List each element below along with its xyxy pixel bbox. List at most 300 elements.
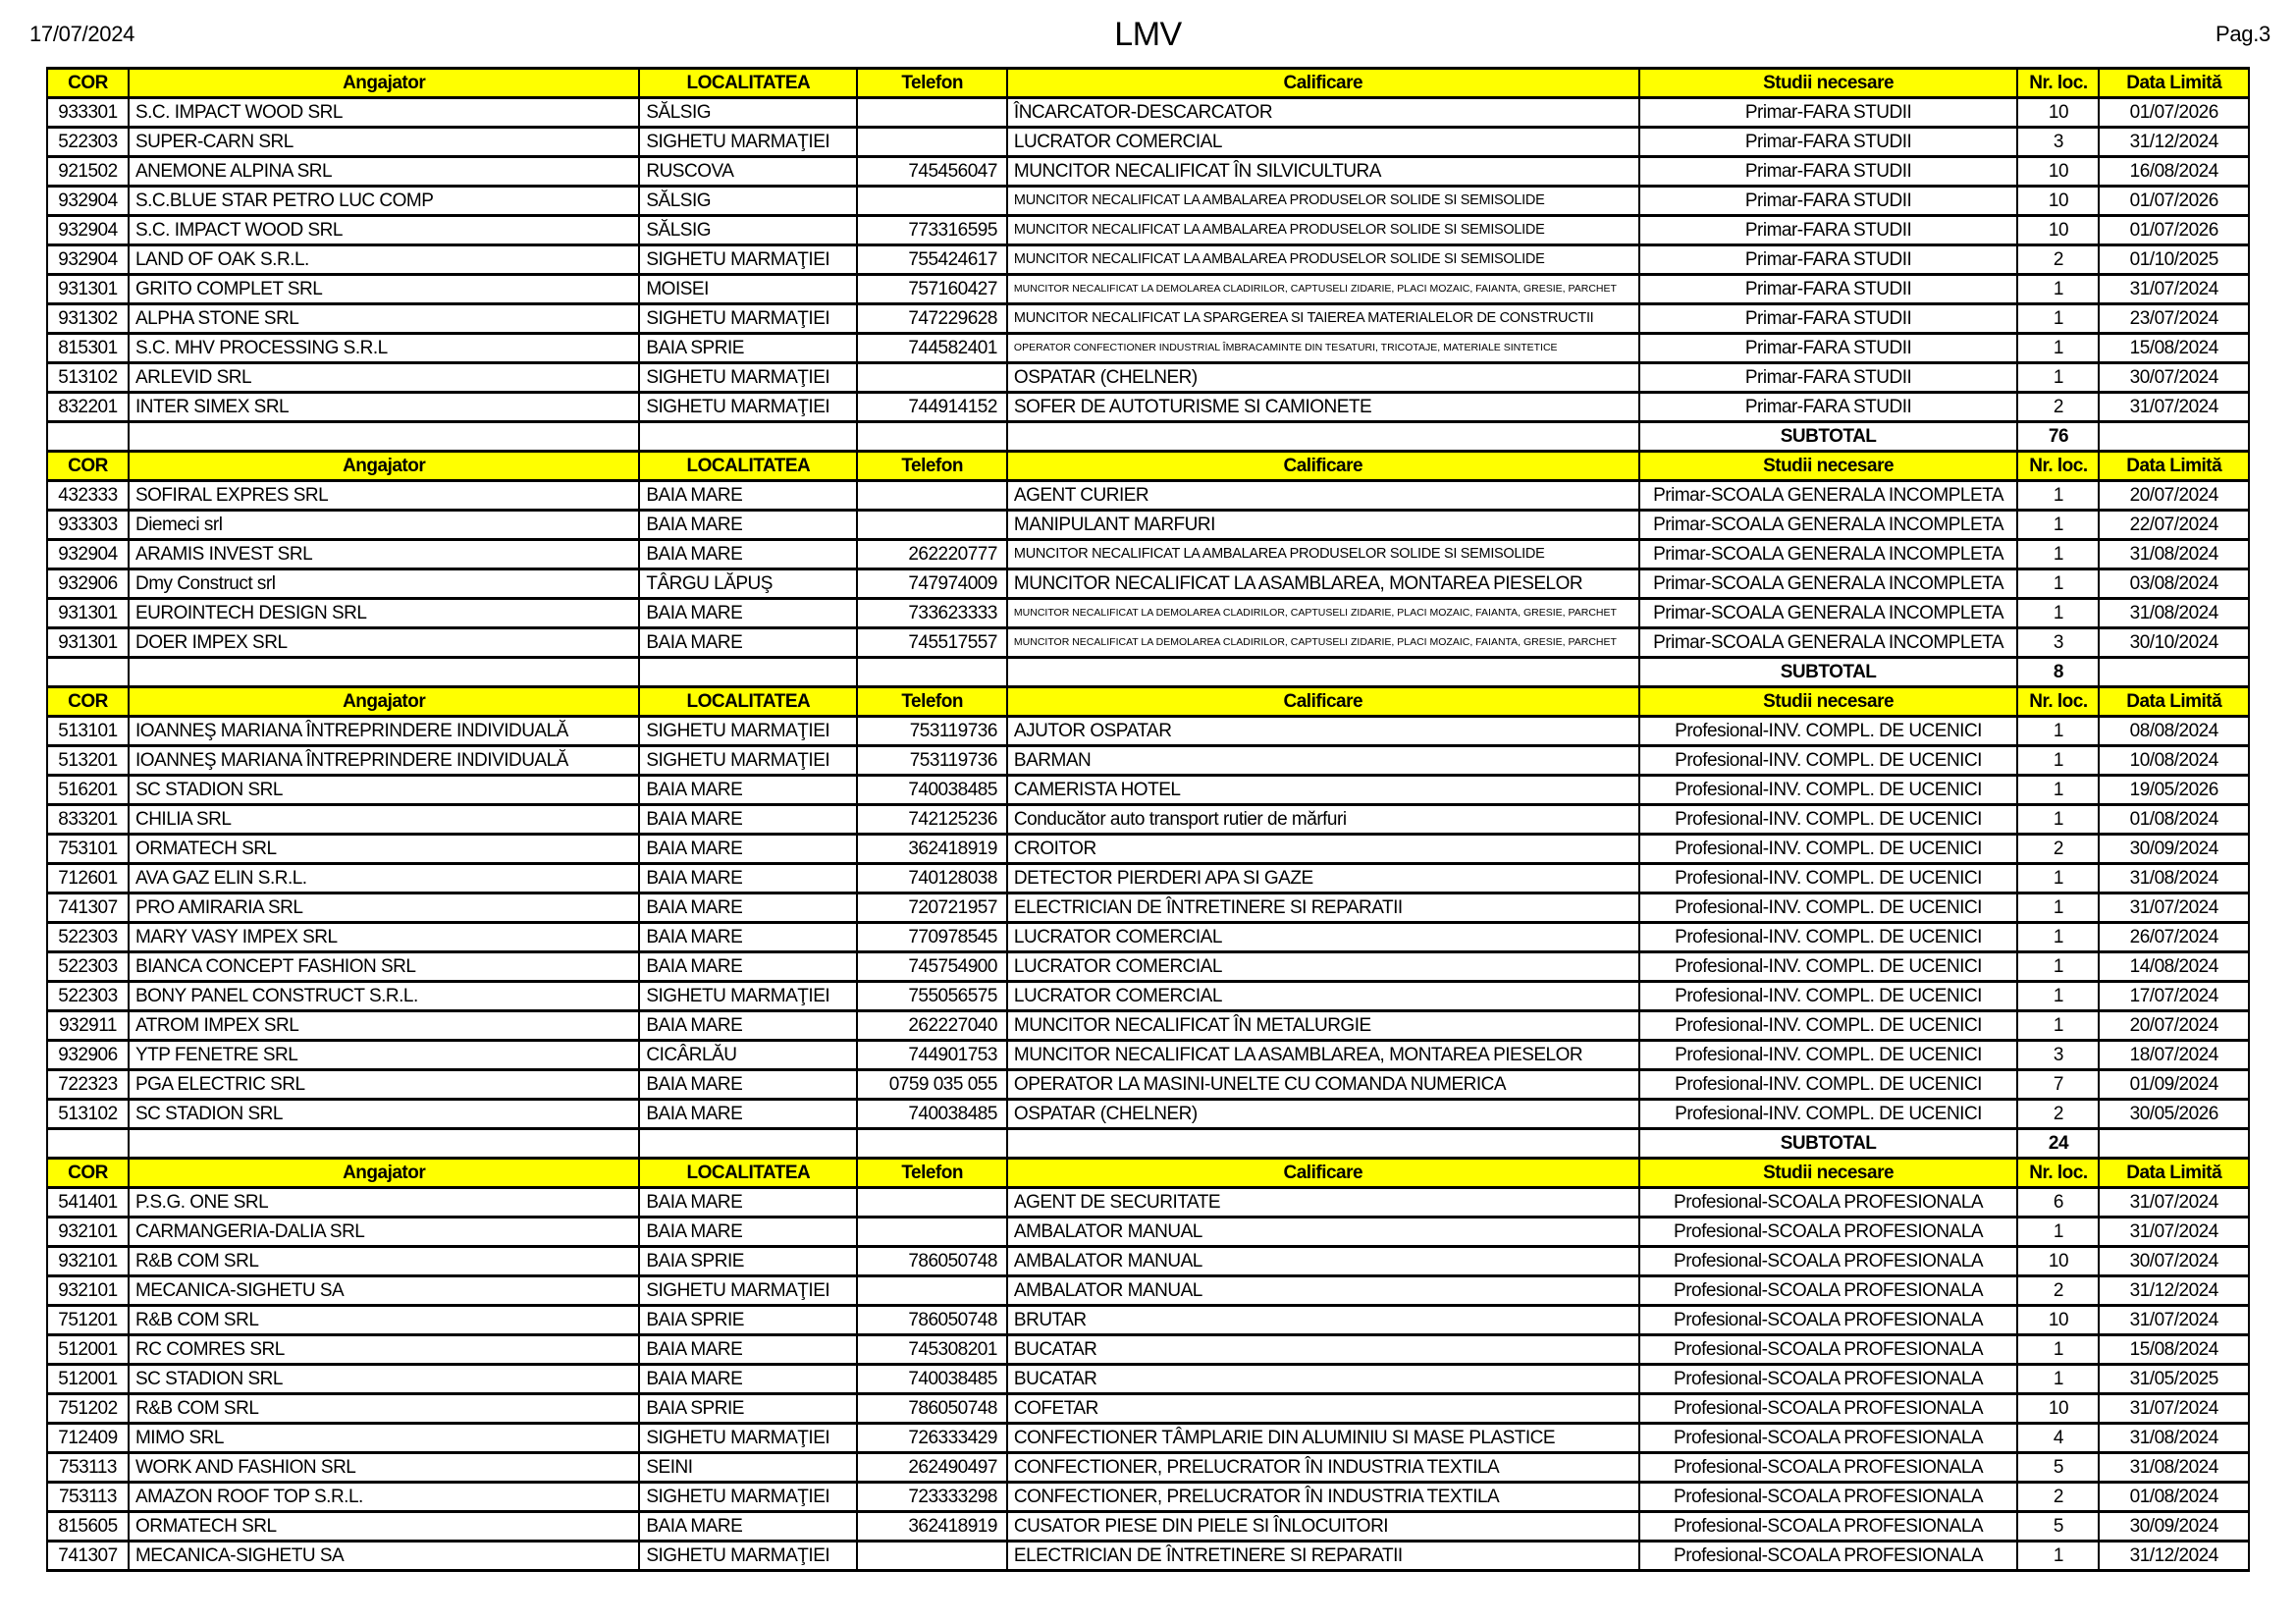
cell-data-limita: 31/12/2024 bbox=[2099, 1276, 2249, 1306]
cell-localitatea: SIGHETU MARMAŢIEI bbox=[639, 304, 857, 334]
cell-data-limita: 31/07/2024 bbox=[2099, 1394, 2249, 1424]
cell-studii-necesare: Profesional-INV. COMPL. DE UCENICI bbox=[1639, 1070, 2018, 1100]
cell-angajator: YTP FENETRE SRL bbox=[129, 1041, 639, 1070]
cell-cor: 833201 bbox=[47, 805, 129, 835]
cell-telefon: 786050748 bbox=[857, 1306, 1007, 1335]
cell-localitatea: BAIA MARE bbox=[639, 1070, 857, 1100]
cell-nr-loc: 3 bbox=[2017, 1041, 2099, 1070]
table-row bbox=[47, 245, 2249, 275]
cell-studii-necesare: Primar-FARA STUDII bbox=[1639, 216, 2018, 245]
section-header-row bbox=[47, 687, 2249, 717]
cell-studii-necesare: Primar-FARA STUDII bbox=[1639, 187, 2018, 216]
cell-data-limita: 31/08/2024 bbox=[2099, 1453, 2249, 1483]
cell-telefon: 744901753 bbox=[857, 1041, 1007, 1070]
cell-telefon: 745517557 bbox=[857, 628, 1007, 658]
cell-data-limita: 30/09/2024 bbox=[2099, 1512, 2249, 1542]
cell-telefon: 720721957 bbox=[857, 893, 1007, 923]
cell-telefon: 262490497 bbox=[857, 1453, 1007, 1483]
cell-nr-loc: 10 bbox=[2017, 1247, 2099, 1276]
cell-localitatea: BAIA MARE bbox=[639, 540, 857, 569]
cell-calificare: BRUTAR bbox=[1007, 1306, 1639, 1335]
cell-data-limita: 01/07/2026 bbox=[2099, 216, 2249, 245]
cell-angajator: ATROM IMPEX SRL bbox=[129, 1011, 639, 1041]
cell-telefon: 723333298 bbox=[857, 1483, 1007, 1512]
cell-studii-necesare: Profesional-INV. COMPL. DE UCENICI bbox=[1639, 1041, 2018, 1070]
cell-cor: 712409 bbox=[47, 1424, 129, 1453]
cell-telefon: 262227040 bbox=[857, 1011, 1007, 1041]
cell-calificare: MANIPULANT MARFURI bbox=[1007, 511, 1639, 540]
cell-nr-loc: 1 bbox=[2017, 1218, 2099, 1247]
table-row bbox=[47, 1306, 2249, 1335]
table-row bbox=[47, 540, 2249, 569]
column-header-nr-loc: Nr. loc. bbox=[2017, 687, 2099, 717]
cell-data-limita: 31/05/2025 bbox=[2099, 1365, 2249, 1394]
cell-cor: 931301 bbox=[47, 628, 129, 658]
cell-calificare: OPERATOR CONFECTIONER INDUSTRIAL ÎMBRACAMINTE DIN TESATURI, TRICOTAJE, MATERIALE SINTETICE bbox=[1007, 334, 1639, 363]
cell-studii-necesare: Profesional-SCOALA PROFESIONALA bbox=[1639, 1276, 2018, 1306]
cell-calificare: LUCRATOR COMERCIAL bbox=[1007, 952, 1639, 982]
cell-data-limita: 16/08/2024 bbox=[2099, 157, 2249, 187]
cell-calificare: ÎNCARCATOR-DESCARCATOR bbox=[1007, 98, 1639, 128]
cell-cor: 931302 bbox=[47, 304, 129, 334]
cell-telefon: 753119736 bbox=[857, 717, 1007, 746]
table-row bbox=[47, 628, 2249, 658]
cell-telefon: 770978545 bbox=[857, 923, 1007, 952]
cell-calificare: MUNCITOR NECALIFICAT LA DEMOLAREA CLADIRILOR, CAPTUSELI ZIDARIE, PLACI MOZAIC, FAIANTA, GRESIE, PARCHET bbox=[1007, 275, 1639, 304]
cell-nr-loc: 1 bbox=[2017, 982, 2099, 1011]
cell-calificare: CONFECTIONER TÂMPLARIE DIN ALUMINIU SI MASE PLASTICE bbox=[1007, 1424, 1639, 1453]
table-row bbox=[47, 599, 2249, 628]
cell-studii-necesare: Profesional-SCOALA PROFESIONALA bbox=[1639, 1365, 2018, 1394]
cell-cor: 932904 bbox=[47, 540, 129, 569]
cell-telefon: 744914152 bbox=[857, 393, 1007, 422]
cell-cor: 932904 bbox=[47, 216, 129, 245]
cell-angajator: IOANNEŞ MARIANA ÎNTREPRINDERE INDIVIDUALĂ bbox=[129, 717, 639, 746]
cell-angajator: P.S.G. ONE SRL bbox=[129, 1188, 639, 1218]
cell-studii-necesare: Profesional-SCOALA PROFESIONALA bbox=[1639, 1483, 2018, 1512]
cell-angajator: PRO AMIRARIA SRL bbox=[129, 893, 639, 923]
cell-nr-loc: 1 bbox=[2017, 776, 2099, 805]
cell-cor: 722323 bbox=[47, 1070, 129, 1100]
cell-nr-loc: 10 bbox=[2017, 98, 2099, 128]
cell-telefon bbox=[857, 1188, 1007, 1218]
column-header-calificare: Calificare bbox=[1007, 452, 1639, 481]
cell-angajator: BONY PANEL CONSTRUCT S.R.L. bbox=[129, 982, 639, 1011]
cell-cor: 541401 bbox=[47, 1188, 129, 1218]
cell-localitatea: BAIA SPRIE bbox=[639, 334, 857, 363]
cell-calificare: MUNCITOR NECALIFICAT LA ASAMBLAREA, MONTAREA PIESELOR bbox=[1007, 1041, 1639, 1070]
table-row bbox=[47, 481, 2249, 511]
cell-localitatea: SIGHETU MARMAŢIEI bbox=[639, 746, 857, 776]
cell-calificare: ELECTRICIAN DE ÎNTRETINERE SI REPARATII bbox=[1007, 1542, 1639, 1571]
cell-telefon: 733623333 bbox=[857, 599, 1007, 628]
cell-localitatea: BAIA MARE bbox=[639, 1188, 857, 1218]
table-row bbox=[47, 1011, 2249, 1041]
cell-data-limita: 31/07/2024 bbox=[2099, 893, 2249, 923]
column-header-localitatea: LOCALITATEA bbox=[639, 452, 857, 481]
cell-studii-necesare: Profesional-SCOALA PROFESIONALA bbox=[1639, 1394, 2018, 1424]
cell-telefon bbox=[857, 128, 1007, 157]
cell-calificare: MUNCITOR NECALIFICAT ÎN METALURGIE bbox=[1007, 1011, 1639, 1041]
column-header-nr-loc: Nr. loc. bbox=[2017, 69, 2099, 98]
table-row bbox=[47, 805, 2249, 835]
cell-cor bbox=[47, 658, 129, 687]
cell-data-limita: 30/07/2024 bbox=[2099, 363, 2249, 393]
cell-data-limita: 26/07/2024 bbox=[2099, 923, 2249, 952]
cell-localitatea: BAIA SPRIE bbox=[639, 1306, 857, 1335]
cell-localitatea: SIGHETU MARMAŢIEI bbox=[639, 1424, 857, 1453]
column-header-angajator: Angajator bbox=[129, 1159, 639, 1188]
cell-nr-loc: 1 bbox=[2017, 1335, 2099, 1365]
cell-localitatea: SIGHETU MARMAŢIEI bbox=[639, 393, 857, 422]
cell-data-limita: 31/08/2024 bbox=[2099, 1424, 2249, 1453]
subtotal-label: SUBTOTAL bbox=[1639, 422, 2018, 452]
cell-studii-necesare: Profesional-INV. COMPL. DE UCENICI bbox=[1639, 864, 2018, 893]
cell-calificare: AJUTOR OSPATAR bbox=[1007, 717, 1639, 746]
cell-angajator: R&B COM SRL bbox=[129, 1306, 639, 1335]
cell-localitatea: BAIA SPRIE bbox=[639, 1247, 857, 1276]
cell-localitatea bbox=[639, 1129, 857, 1159]
cell-telefon: 745456047 bbox=[857, 157, 1007, 187]
cell-data-limita: 14/08/2024 bbox=[2099, 952, 2249, 982]
cell-nr-loc: 7 bbox=[2017, 1070, 2099, 1100]
cell-localitatea: BAIA MARE bbox=[639, 805, 857, 835]
table-row bbox=[47, 98, 2249, 128]
cell-studii-necesare: Profesional-INV. COMPL. DE UCENICI bbox=[1639, 746, 2018, 776]
cell-studii-necesare: Primar-SCOALA GENERALA INCOMPLETA bbox=[1639, 569, 2018, 599]
cell-angajator: Diemeci srl bbox=[129, 511, 639, 540]
cell-localitatea: SIGHETU MARMAŢIEI bbox=[639, 717, 857, 746]
table-row bbox=[47, 363, 2249, 393]
column-header-angajator: Angajator bbox=[129, 69, 639, 98]
cell-calificare: MUNCITOR NECALIFICAT LA DEMOLAREA CLADIRILOR, CAPTUSELI ZIDARIE, PLACI MOZAIC, FAIANTA, GRESIE, PARCHET bbox=[1007, 599, 1639, 628]
cell-nr-loc: 2 bbox=[2017, 393, 2099, 422]
column-header-cor: COR bbox=[47, 69, 129, 98]
table-row bbox=[47, 1512, 2249, 1542]
cell-studii-necesare: Primar-FARA STUDII bbox=[1639, 98, 2018, 128]
cell-angajator: ANEMONE ALPINA SRL bbox=[129, 157, 639, 187]
cell-data-limita: 31/12/2024 bbox=[2099, 1542, 2249, 1571]
cell-cor: 522303 bbox=[47, 952, 129, 982]
table-row bbox=[47, 128, 2249, 157]
cell-studii-necesare: Primar-FARA STUDII bbox=[1639, 393, 2018, 422]
cell-cor: 932911 bbox=[47, 1011, 129, 1041]
cell-nr-loc: 2 bbox=[2017, 1100, 2099, 1129]
section-header-row bbox=[47, 1159, 2249, 1188]
cell-cor: 522303 bbox=[47, 128, 129, 157]
cell-telefon: 757160427 bbox=[857, 275, 1007, 304]
cell-studii-necesare: Primar-FARA STUDII bbox=[1639, 157, 2018, 187]
cell-cor: 753113 bbox=[47, 1453, 129, 1483]
cell-telefon: 747229628 bbox=[857, 304, 1007, 334]
column-header-studii-necesare: Studii necesare bbox=[1639, 452, 2018, 481]
cell-cor: 931301 bbox=[47, 599, 129, 628]
cell-cor: 513201 bbox=[47, 746, 129, 776]
cell-data-limita: 03/08/2024 bbox=[2099, 569, 2249, 599]
cell-angajator: IOANNEŞ MARIANA ÎNTREPRINDERE INDIVIDUALĂ bbox=[129, 746, 639, 776]
cell-localitatea: SĂLSIG bbox=[639, 98, 857, 128]
cell-localitatea: BAIA MARE bbox=[639, 1365, 857, 1394]
table-row bbox=[47, 511, 2249, 540]
cell-angajator: ALPHA STONE SRL bbox=[129, 304, 639, 334]
cell-angajator bbox=[129, 422, 639, 452]
cell-angajator: PGA ELECTRIC SRL bbox=[129, 1070, 639, 1100]
cell-telefon bbox=[857, 98, 1007, 128]
table-row bbox=[47, 1041, 2249, 1070]
report-date: 17/07/2024 bbox=[29, 22, 135, 46]
cell-data-limita: 01/08/2024 bbox=[2099, 1483, 2249, 1512]
table-row bbox=[47, 923, 2249, 952]
cell-nr-loc: 1 bbox=[2017, 893, 2099, 923]
cell-telefon: 773316595 bbox=[857, 216, 1007, 245]
cell-angajator: ARAMIS INVEST SRL bbox=[129, 540, 639, 569]
cell-calificare: BUCATAR bbox=[1007, 1335, 1639, 1365]
column-header-data-limit: Data Limită bbox=[2099, 1159, 2249, 1188]
cell-data-limita: 08/08/2024 bbox=[2099, 717, 2249, 746]
cell-studii-necesare: Profesional-SCOALA PROFESIONALA bbox=[1639, 1542, 2018, 1571]
cell-nr-loc: 2 bbox=[2017, 1483, 2099, 1512]
cell-cor: 513102 bbox=[47, 363, 129, 393]
cell-cor: 832201 bbox=[47, 393, 129, 422]
subtotal-label: SUBTOTAL bbox=[1639, 1129, 2018, 1159]
table-row bbox=[47, 1542, 2249, 1571]
cell-nr-loc: 4 bbox=[2017, 1424, 2099, 1453]
cell-localitatea: SĂLSIG bbox=[639, 216, 857, 245]
cell-cor: 932906 bbox=[47, 569, 129, 599]
cell-data-limita: 31/07/2024 bbox=[2099, 275, 2249, 304]
cell-data-limita: 01/07/2026 bbox=[2099, 98, 2249, 128]
table-row bbox=[47, 717, 2249, 746]
cell-angajator: SOFIRAL EXPRES SRL bbox=[129, 481, 639, 511]
cell-angajator: MECANICA-SIGHETU SA bbox=[129, 1542, 639, 1571]
table-row bbox=[47, 334, 2249, 363]
cell-localitatea: BAIA MARE bbox=[639, 599, 857, 628]
cell-calificare: BARMAN bbox=[1007, 746, 1639, 776]
cell-nr-loc: 10 bbox=[2017, 216, 2099, 245]
cell-data-limita: 22/07/2024 bbox=[2099, 511, 2249, 540]
cell-angajator: AMAZON ROOF TOP S.R.L. bbox=[129, 1483, 639, 1512]
cell-angajator: SC STADION SRL bbox=[129, 1100, 639, 1129]
cell-localitatea: RUSCOVA bbox=[639, 157, 857, 187]
cell-telefon bbox=[857, 1276, 1007, 1306]
cell-nr-loc: 1 bbox=[2017, 1365, 2099, 1394]
cell-angajator: MIMO SRL bbox=[129, 1424, 639, 1453]
cell-calificare: AMBALATOR MANUAL bbox=[1007, 1218, 1639, 1247]
cell-angajator: GRITO COMPLET SRL bbox=[129, 275, 639, 304]
cell-telefon bbox=[857, 1218, 1007, 1247]
table-row bbox=[47, 746, 2249, 776]
subtotal-row bbox=[47, 422, 2249, 452]
cell-localitatea: SIGHETU MARMAŢIEI bbox=[639, 363, 857, 393]
cell-nr-loc: 1 bbox=[2017, 481, 2099, 511]
cell-telefon bbox=[857, 187, 1007, 216]
cell-calificare: AMBALATOR MANUAL bbox=[1007, 1276, 1639, 1306]
cell-telefon: 362418919 bbox=[857, 1512, 1007, 1542]
cell-data-limita: 31/08/2024 bbox=[2099, 599, 2249, 628]
table-row bbox=[47, 157, 2249, 187]
cell-telefon bbox=[857, 1542, 1007, 1571]
column-header-localitatea: LOCALITATEA bbox=[639, 69, 857, 98]
cell-nr-loc: 1 bbox=[2017, 1542, 2099, 1571]
cell-cor: 753113 bbox=[47, 1483, 129, 1512]
cell-cor: 751201 bbox=[47, 1306, 129, 1335]
cell-data-limita: 31/08/2024 bbox=[2099, 864, 2249, 893]
cell-angajator: CARMANGERIA-DALIA SRL bbox=[129, 1218, 639, 1247]
cell-cor: 815301 bbox=[47, 334, 129, 363]
cell-localitatea: BAIA MARE bbox=[639, 893, 857, 923]
table-row bbox=[47, 1335, 2249, 1365]
cell-localitatea: BAIA MARE bbox=[639, 481, 857, 511]
section-header-row bbox=[47, 69, 2249, 98]
cell-cor: 932101 bbox=[47, 1247, 129, 1276]
cell-telefon: 745308201 bbox=[857, 1335, 1007, 1365]
column-header-calificare: Calificare bbox=[1007, 1159, 1639, 1188]
cell-studii-necesare: Profesional-SCOALA PROFESIONALA bbox=[1639, 1247, 2018, 1276]
table-row bbox=[47, 982, 2249, 1011]
cell-calificare: OSPATAR (CHELNER) bbox=[1007, 363, 1639, 393]
column-header-studii-necesare: Studii necesare bbox=[1639, 1159, 2018, 1188]
cell-angajator: S.C. MHV PROCESSING S.R.L bbox=[129, 334, 639, 363]
cell-calificare: BUCATAR bbox=[1007, 1365, 1639, 1394]
cell-calificare: MUNCITOR NECALIFICAT LA AMBALAREA PRODUSELOR SOLIDE SI SEMISOLIDE bbox=[1007, 245, 1639, 275]
cell-data-limita: 20/07/2024 bbox=[2099, 481, 2249, 511]
cell-nr-loc: 1 bbox=[2017, 923, 2099, 952]
cell-nr-loc: 1 bbox=[2017, 864, 2099, 893]
cell-studii-necesare: Profesional-SCOALA PROFESIONALA bbox=[1639, 1335, 2018, 1365]
cell-nr-loc: 5 bbox=[2017, 1512, 2099, 1542]
table-row bbox=[47, 1453, 2249, 1483]
cell-calificare bbox=[1007, 658, 1639, 687]
cell-nr-loc: 10 bbox=[2017, 157, 2099, 187]
cell-data-limita: 30/07/2024 bbox=[2099, 1247, 2249, 1276]
cell-nr-loc: 3 bbox=[2017, 628, 2099, 658]
cell-cor: 932904 bbox=[47, 245, 129, 275]
cell-cor: 753101 bbox=[47, 835, 129, 864]
cell-nr-loc: 5 bbox=[2017, 1453, 2099, 1483]
cell-calificare: LUCRATOR COMERCIAL bbox=[1007, 982, 1639, 1011]
cell-data-limita: 15/08/2024 bbox=[2099, 334, 2249, 363]
cell-calificare: MUNCITOR NECALIFICAT LA AMBALAREA PRODUSELOR SOLIDE SI SEMISOLIDE bbox=[1007, 540, 1639, 569]
cell-data-limita: 20/07/2024 bbox=[2099, 1011, 2249, 1041]
cell-angajator: AVA GAZ ELIN S.R.L. bbox=[129, 864, 639, 893]
column-header-angajator: Angajator bbox=[129, 687, 639, 717]
cell-calificare: AGENT DE SECURITATE bbox=[1007, 1188, 1639, 1218]
cell-angajator: ORMATECH SRL bbox=[129, 835, 639, 864]
table-row bbox=[47, 1188, 2249, 1218]
column-header-cor: COR bbox=[47, 452, 129, 481]
cell-localitatea: BAIA MARE bbox=[639, 952, 857, 982]
table-row bbox=[47, 776, 2249, 805]
cell-localitatea: BAIA MARE bbox=[639, 1218, 857, 1247]
cell-angajator: ARLEVID SRL bbox=[129, 363, 639, 393]
cell-angajator: SUPER-CARN SRL bbox=[129, 128, 639, 157]
cell-cor: 932906 bbox=[47, 1041, 129, 1070]
cell-calificare: DETECTOR PIERDERI APA SI GAZE bbox=[1007, 864, 1639, 893]
cell-calificare: OPERATOR LA MASINI-UNELTE CU COMANDA NUMERICA bbox=[1007, 1070, 1639, 1100]
cell-localitatea: SIGHETU MARMAŢIEI bbox=[639, 245, 857, 275]
cell-cor: 432333 bbox=[47, 481, 129, 511]
cell-localitatea: SĂLSIG bbox=[639, 187, 857, 216]
cell-angajator: INTER SIMEX SRL bbox=[129, 393, 639, 422]
cell-studii-necesare: Primar-FARA STUDII bbox=[1639, 304, 2018, 334]
lmv-table bbox=[46, 67, 2250, 1572]
cell-angajator: S.C. IMPACT WOOD SRL bbox=[129, 216, 639, 245]
column-header-telefon: Telefon bbox=[857, 69, 1007, 98]
cell-data-limita bbox=[2099, 658, 2249, 687]
cell-cor bbox=[47, 1129, 129, 1159]
column-header-data-limit: Data Limită bbox=[2099, 452, 2249, 481]
cell-cor: 932101 bbox=[47, 1276, 129, 1306]
table-row bbox=[47, 1424, 2249, 1453]
table-row bbox=[47, 1394, 2249, 1424]
cell-studii-necesare: Primar-SCOALA GENERALA INCOMPLETA bbox=[1639, 599, 2018, 628]
cell-data-limita: 30/10/2024 bbox=[2099, 628, 2249, 658]
cell-localitatea: SIGHETU MARMAŢIEI bbox=[639, 128, 857, 157]
cell-nr-loc: 1 bbox=[2017, 569, 2099, 599]
column-header-cor: COR bbox=[47, 1159, 129, 1188]
cell-studii-necesare: Primar-SCOALA GENERALA INCOMPLETA bbox=[1639, 540, 2018, 569]
column-header-nr-loc: Nr. loc. bbox=[2017, 1159, 2099, 1188]
cell-cor: 741307 bbox=[47, 1542, 129, 1571]
column-header-calificare: Calificare bbox=[1007, 687, 1639, 717]
cell-calificare: COFETAR bbox=[1007, 1394, 1639, 1424]
cell-telefon: 262220777 bbox=[857, 540, 1007, 569]
cell-telefon: 745754900 bbox=[857, 952, 1007, 982]
cell-telefon: 726333429 bbox=[857, 1424, 1007, 1453]
cell-nr-loc: 1 bbox=[2017, 599, 2099, 628]
cell-angajator: SC STADION SRL bbox=[129, 1365, 639, 1394]
cell-angajator: R&B COM SRL bbox=[129, 1247, 639, 1276]
cell-angajator: SC STADION SRL bbox=[129, 776, 639, 805]
cell-nr-loc: 1 bbox=[2017, 511, 2099, 540]
cell-studii-necesare: Profesional-INV. COMPL. DE UCENICI bbox=[1639, 776, 2018, 805]
cell-cor: 522303 bbox=[47, 982, 129, 1011]
cell-studii-necesare: Profesional-INV. COMPL. DE UCENICI bbox=[1639, 923, 2018, 952]
cell-calificare: CUSATOR PIESE DIN PIELE SI ÎNLOCUITORI bbox=[1007, 1512, 1639, 1542]
cell-angajator: WORK AND FASHION SRL bbox=[129, 1453, 639, 1483]
cell-telefon: 786050748 bbox=[857, 1394, 1007, 1424]
cell-studii-necesare: Primar-FARA STUDII bbox=[1639, 334, 2018, 363]
table-row bbox=[47, 864, 2249, 893]
cell-cor bbox=[47, 422, 129, 452]
cell-calificare: CAMERISTA HOTEL bbox=[1007, 776, 1639, 805]
cell-angajator: ORMATECH SRL bbox=[129, 1512, 639, 1542]
cell-angajator: R&B COM SRL bbox=[129, 1394, 639, 1424]
cell-angajator bbox=[129, 1129, 639, 1159]
cell-data-limita: 10/08/2024 bbox=[2099, 746, 2249, 776]
cell-localitatea bbox=[639, 422, 857, 452]
cell-studii-necesare: Profesional-INV. COMPL. DE UCENICI bbox=[1639, 893, 2018, 923]
cell-cor: 512001 bbox=[47, 1365, 129, 1394]
column-header-data-limit: Data Limită bbox=[2099, 687, 2249, 717]
cell-studii-necesare: Primar-SCOALA GENERALA INCOMPLETA bbox=[1639, 481, 2018, 511]
cell-calificare bbox=[1007, 422, 1639, 452]
cell-localitatea: SIGHETU MARMAŢIEI bbox=[639, 1483, 857, 1512]
cell-localitatea: BAIA MARE bbox=[639, 1100, 857, 1129]
cell-cor: 931301 bbox=[47, 275, 129, 304]
column-header-telefon: Telefon bbox=[857, 1159, 1007, 1188]
cell-localitatea: BAIA SPRIE bbox=[639, 1394, 857, 1424]
cell-calificare: AGENT CURIER bbox=[1007, 481, 1639, 511]
cell-nr-loc: 1 bbox=[2017, 363, 2099, 393]
cell-studii-necesare: Profesional-SCOALA PROFESIONALA bbox=[1639, 1424, 2018, 1453]
cell-telefon: 740128038 bbox=[857, 864, 1007, 893]
cell-localitatea: TÂRGU LĂPUŞ bbox=[639, 569, 857, 599]
cell-telefon bbox=[857, 511, 1007, 540]
cell-telefon: 755056575 bbox=[857, 982, 1007, 1011]
cell-studii-necesare: Primar-SCOALA GENERALA INCOMPLETA bbox=[1639, 628, 2018, 658]
cell-data-limita: 15/08/2024 bbox=[2099, 1335, 2249, 1365]
